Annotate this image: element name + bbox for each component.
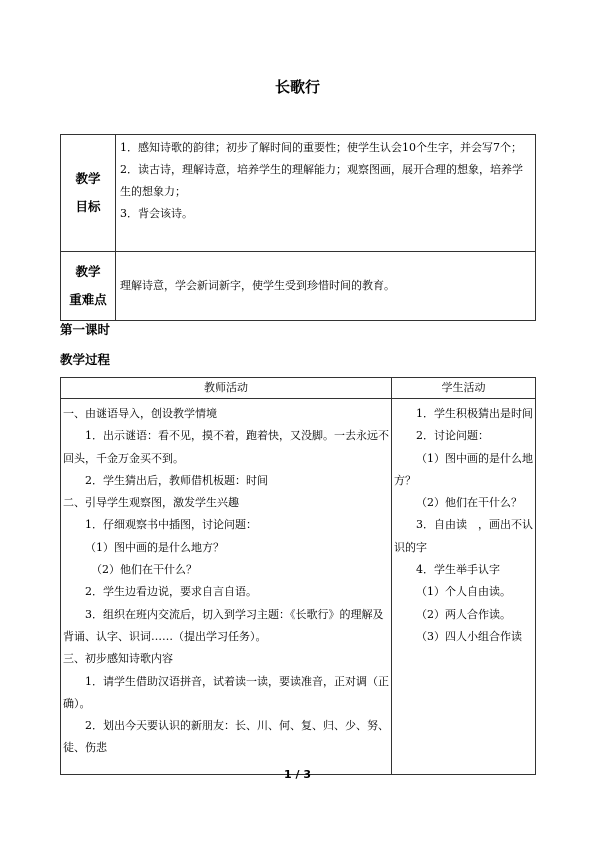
teacher-line: 2．学生边看边说，要求自言自语。	[85, 585, 257, 599]
teacher-activity-cell	[61, 399, 392, 775]
goals-table	[60, 134, 536, 321]
activity-table	[60, 377, 536, 775]
student-line: （2）他们在干什么？	[416, 496, 522, 510]
goals-label-line2: 目标	[75, 199, 101, 214]
key-points-content: 理解诗意，学会新词新字，使学生受到珍惜时间的教育。	[116, 252, 536, 321]
key-points-label	[61, 252, 116, 321]
student-line: 3．自由读 ，画出不认识的字	[394, 518, 533, 554]
student-activity-header: 学生活动	[392, 378, 536, 399]
goal-item: 3．背会该诗。	[120, 207, 193, 220]
student-line: 4．学生举手认字	[416, 563, 500, 577]
teacher-line: 一、由谜语导入，创设教学情境	[63, 407, 217, 420]
teacher-line: （1）图中画的是什么地方？	[85, 540, 224, 554]
student-line: 2．讨论问题：	[416, 429, 489, 443]
goals-content	[116, 135, 536, 252]
teacher-line: 2．学生猜出后，教师借机板题：时间	[85, 473, 268, 487]
goal-item: 1．感知诗歌的韵律；初步了解时间的重要性；使学生认会10个生字，并会写7个；	[120, 141, 522, 154]
teacher-line: 1．出示谜语：看不见，摸不着，跑着快，又没脚。一去永远不回头，千金万金买不到。	[63, 429, 389, 465]
teacher-line: 三、初步感知诗歌内容	[63, 652, 173, 666]
student-activity-cell	[392, 399, 536, 775]
teacher-line: 1．请学生借助汉语拼音，试着读一读，要读准音，正对调（正确）。	[63, 674, 389, 710]
lesson-heading: 第一课时	[60, 322, 111, 337]
student-line: 1．学生积极猜出是时间	[416, 407, 533, 420]
teacher-line: 2．划出今天要认识的新朋友：长、川、何、复、归、少、努、徒、伤悲	[63, 719, 389, 755]
teacher-line: 1．仔细观察书中插图，讨论问题：	[85, 518, 257, 532]
goal-item: 2．读古诗，理解诗意，培养学生的理解能力；观察图画，展开合理的想象，培养学生的想象力；	[120, 163, 523, 198]
key-points-label-line1: 教学	[75, 264, 101, 279]
page-number: 1 / 3	[284, 768, 311, 781]
student-line: （2）两人合作读。	[416, 607, 511, 621]
teacher-line: （2）他们在干什么？	[91, 563, 197, 577]
process-heading: 教学过程	[60, 352, 111, 367]
student-line: （1）个人自由读。	[416, 585, 511, 599]
student-line: （1）图中画的是什么地方？	[394, 451, 533, 487]
goals-label	[61, 135, 116, 252]
teacher-activity-header: 教师活动	[61, 378, 392, 399]
document-title: 长歌行	[274, 78, 320, 96]
teacher-line: 3．组织在班内交流后，切入到学习主题：《长歌行》的理解及背诵、认字、识词……（提出学习任务）。	[63, 607, 384, 643]
goals-label-line1: 教学	[75, 171, 101, 186]
student-line: （3）四人小组合作读	[416, 629, 522, 643]
key-points-label-line2: 重难点	[69, 292, 107, 307]
teacher-line: 二、引导学生观察图，激发学生兴趣	[63, 496, 239, 510]
